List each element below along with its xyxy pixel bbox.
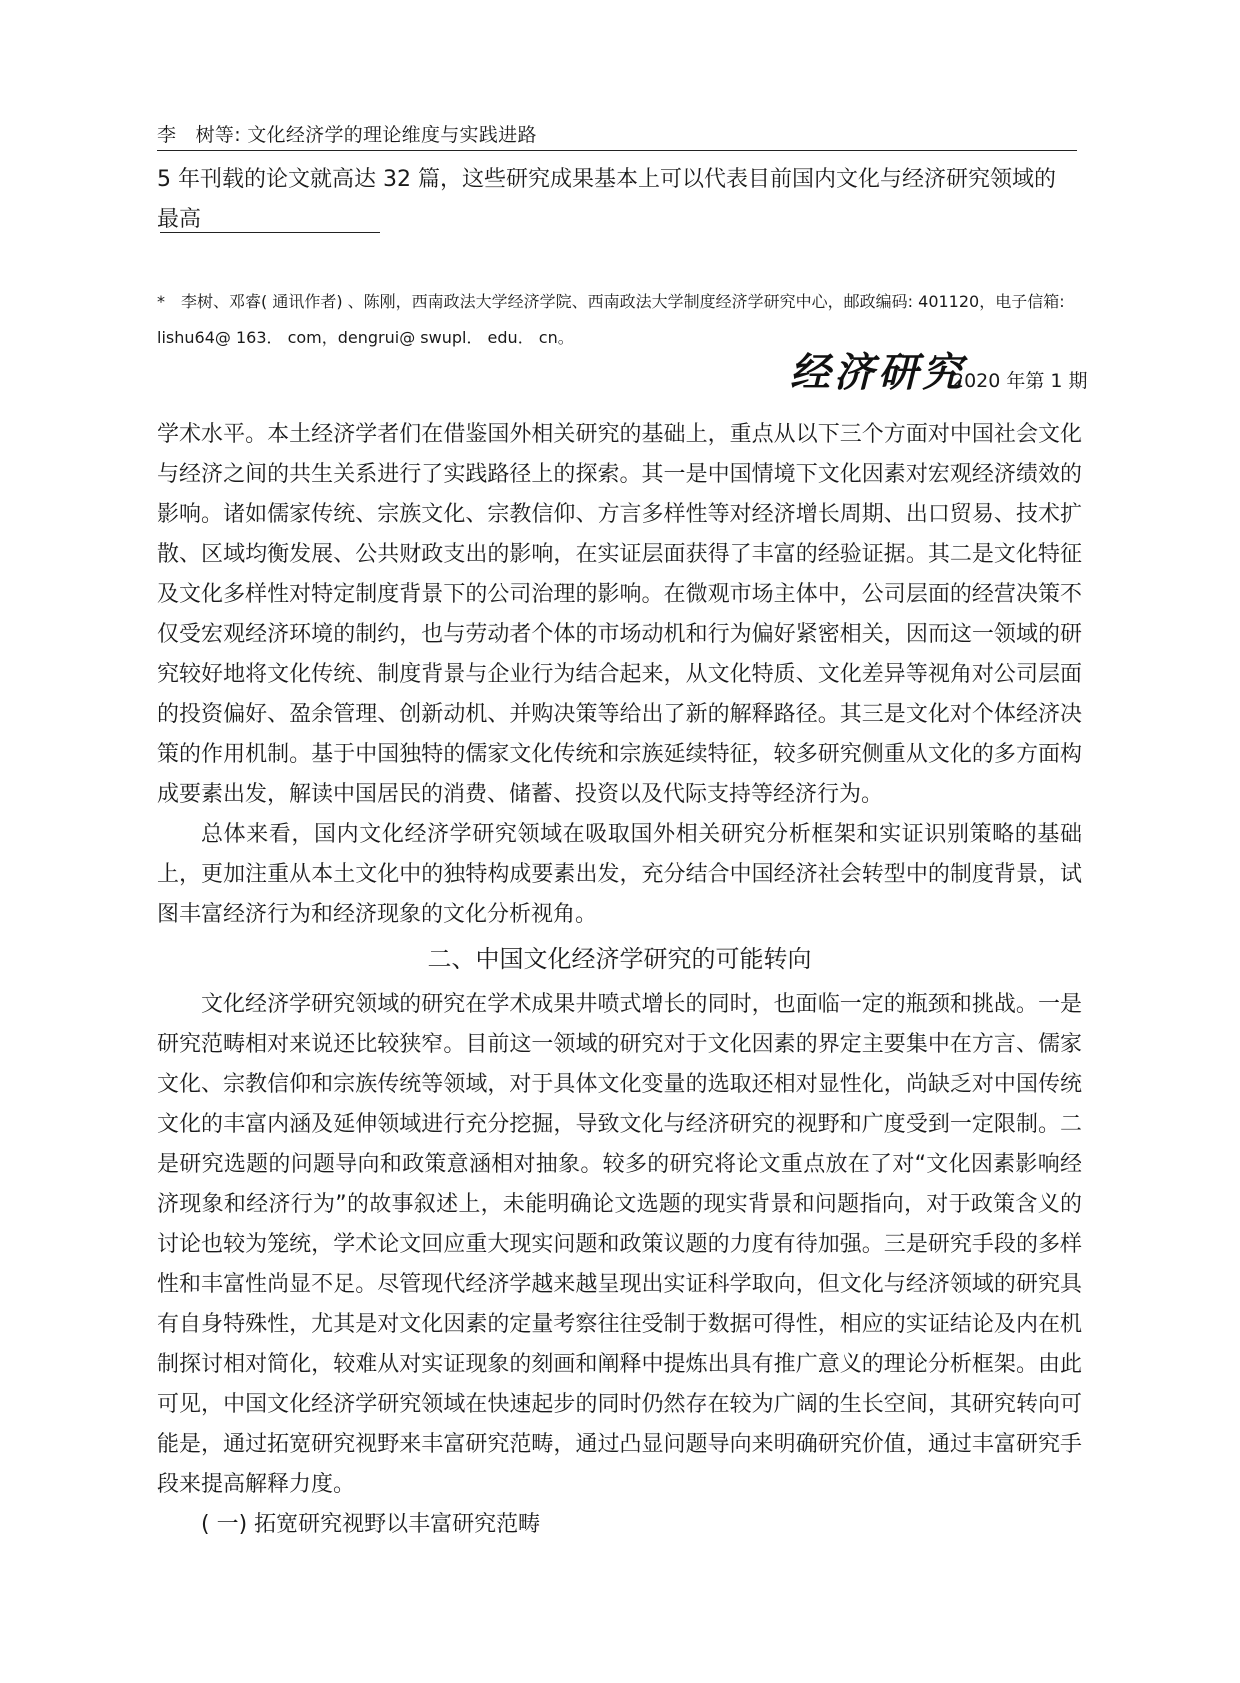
lead-paragraph: 5 年刊载的论文就高达 32 篇，这些研究成果基本上可以代表目前国内文化与经济研究领域的最高 bbox=[157, 167, 1056, 232]
journal-logo: 经济研究 bbox=[790, 349, 966, 396]
header-rule bbox=[157, 150, 1077, 151]
body-paragraph-1: 学术水平。本土经济学者们在借鉴国外相关研究的基础上，重点从以下三个方面对中国社会文化与经济之间的共生关系进行了实践路径上的探索。其一是中国情境下文化因素对宏观经济绩效的影响。诸如儒家传统、宗族文化、宗教信仰、方言多样性等对经济增长周期、出口贸易、技术扩散、区域均衡发展、公共财政支出的影响，在实证层面获得了丰富的经验证据。其二是文化特征及文化多样性对特定制度背景下的公司治理的影响。在微观市场主体中，公司层面的经营决策不仅受宏观经济环境的制约，也与劳动者个体的市场动机和行为偏好紧密相关，因而这一领域的研究较好地将文化传统、制度背景与企业行为结合起来，从文化特质、文化差异等视角对公司层面的投资偏好、盈余管理、创新动机、并购决策等给出了新的解释路径。其三是文化对个体经济决策的作用机制。基于中国独特的儒家文化传统和宗族延续特征，较多研究侧重从文化的多方面构成要素出发，解读中国居民的消费、储蓄、投资以及代际支持等经济行为。 bbox=[157, 422, 1082, 807]
article-body bbox=[157, 415, 1082, 1545]
body-paragraph-2: 总体来看，国内文化经济学研究领域在吸取国外相关研究分析框架和实证识别策略的基础上，更加注重从本土文化中的独特构成要素出发，充分结合中国经济社会转型中的制度背景，试图丰富经济行为和经济现象的文化分析视角。 bbox=[157, 822, 1082, 927]
body-paragraph-3: 文化经济学研究领域的研究在学术成果井喷式增长的同时，也面临一定的瓶颈和挑战。一是研究范畴相对来说还比较狭窄。目前这一领域的研究对于文化因素的界定主要集中在方言、儒家文化、宗教信仰和宗族传统等领域，对于具体文化变量的选取还相对显性化，尚缺乏对中国传统文化的丰富内涵及延伸领域进行充分挖掘，导致文化与经济研究的视野和广度受到一定限制。二是研究选题的问题导向和政策意涵相对抽象。较多的研究将论文重点放在了对“文化因素影响经济现象和经济行为”的故事叙述上，未能明确论文选题的现实背景和问题指向，对于政策含义的讨论也较为笼统，学术论文回应重大现实问题和政策议题的力度有待加强。三是研究手段的多样性和丰富性尚显不足。尽管现代经济学越来越呈现出实证科学取向，但文化与经济领域的研究具有自身特殊性，尤其是对文化因素的定量考察往往受制于数据可得性，相应的实证结论及内在机制探讨相对简化，较难从对实证现象的刻画和阐释中提炼出具有推广意义的理论分析框架。由此可见，中国文化经济学研究领域在快速起步的同时仍然存在较为广阔的生长空间，其研究转向可能是，通过拓宽研究视野来丰富研究范畴，通过凸显问题导向来明确研究价值，通过丰富研究手段来提高解释力度。 bbox=[157, 992, 1082, 1497]
journal-mark bbox=[790, 350, 1090, 400]
running-head: 李 树等: 文化经济学的理论维度与实践进路 bbox=[157, 124, 537, 146]
author-footnote: * 李树、邓睿( 通讯作者) 、陈刚，西南政法大学经济学院、西南政法大学制度经济学研究中心，邮政编码: 401120，电子信箱: lishu64@ 163． com，dengrui@ swupl． edu． cn。 bbox=[157, 292, 1065, 347]
section-heading: 二、中国文化经济学研究的可能转向 bbox=[427, 945, 812, 973]
journal-issue: 2020 年第 1 期 bbox=[952, 370, 1088, 392]
footnote-rule bbox=[160, 232, 380, 233]
subsection-heading: ( 一) 拓宽研究视野以丰富研究范畴 bbox=[201, 1512, 541, 1537]
